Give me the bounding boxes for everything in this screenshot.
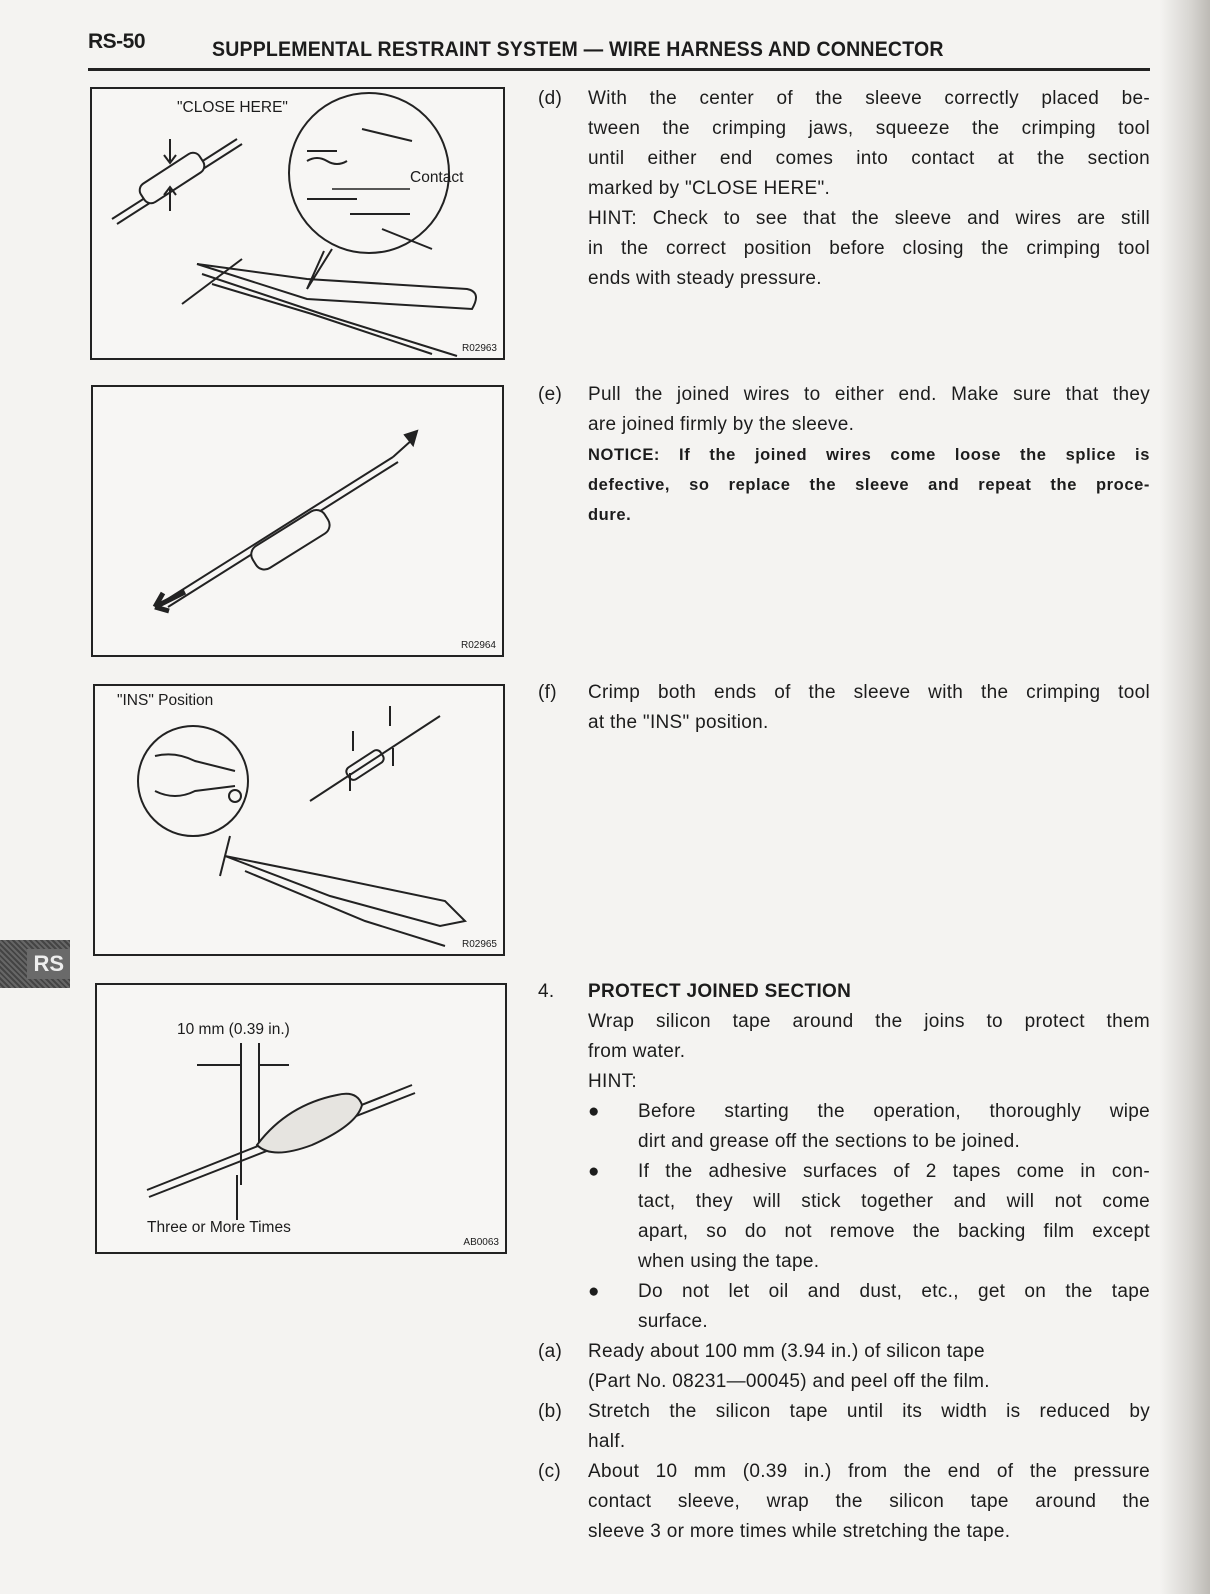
step-marker	[538, 174, 588, 204]
text-line	[538, 440, 1150, 470]
notice-text: dure.	[588, 506, 632, 524]
body-text: tact, they will stick together and will not come	[638, 1191, 1150, 1212]
text-line	[538, 1487, 1150, 1517]
bullet-icon	[588, 1247, 638, 1277]
text-line	[538, 1457, 1150, 1487]
text-line	[538, 1187, 1150, 1217]
body-text: With the center of the sleeve correctly placed be-	[588, 88, 1150, 109]
step-marker: (e)	[538, 384, 563, 405]
figure-code: R02965	[461, 939, 497, 950]
text-line	[538, 1427, 1150, 1457]
text-line	[538, 1157, 1150, 1187]
text-line	[538, 84, 1150, 114]
body-text: surface.	[638, 1311, 708, 1332]
step-e-text	[538, 380, 1150, 530]
text-line	[538, 1127, 1150, 1157]
step-marker	[538, 264, 588, 294]
step-marker	[538, 1367, 588, 1397]
text-line	[538, 1247, 1150, 1277]
step-d-text	[538, 84, 1150, 294]
text-line	[538, 1397, 1150, 1427]
step-marker	[538, 1187, 588, 1217]
body-text: apart, so do not remove the backing film except	[638, 1221, 1150, 1242]
body-text: ends with steady pressure.	[588, 268, 822, 289]
step-marker	[538, 440, 588, 470]
step-marker	[538, 708, 588, 738]
body-text: contact sleeve, wrap the silicon tape around the	[588, 1491, 1150, 1512]
text-line	[538, 1307, 1150, 1337]
text-line	[538, 1217, 1150, 1247]
text-line	[538, 1067, 1150, 1097]
step-marker	[538, 114, 588, 144]
body-text: in the correct position before closing the crimping tool	[588, 238, 1150, 259]
step-marker	[538, 1307, 588, 1337]
text-line	[538, 1007, 1150, 1037]
step-marker: (f)	[538, 682, 557, 703]
body-text: Crimp both ends of the sleeve with the crimping tool	[588, 682, 1150, 703]
text-line	[538, 380, 1150, 410]
step-marker	[538, 410, 588, 440]
step-marker: (b)	[538, 1401, 563, 1422]
text-line	[538, 1097, 1150, 1127]
text-line	[538, 174, 1150, 204]
figure-crimp-close-here	[90, 87, 505, 360]
notice-text: defective, so replace the sleeve and repeat the proce-	[588, 476, 1150, 494]
body-text: Before starting the operation, thoroughly wipe	[638, 1101, 1150, 1122]
section-tab-label: RS	[27, 949, 70, 979]
page-edge-shadow	[1160, 0, 1210, 1594]
section-heading: PROTECT JOINED SECTION	[588, 981, 852, 1002]
step-marker	[538, 144, 588, 174]
body-text: Pull the joined wires to either end. Make sure that they	[588, 384, 1150, 405]
body-text: Ready about 100 mm (3.94 in.) of silicon tape	[588, 1341, 985, 1362]
body-text: Wrap silicon tape around the joins to protect them	[588, 1011, 1150, 1032]
step-marker	[538, 1007, 588, 1037]
body-text: when using the tape.	[638, 1251, 820, 1272]
bullet-icon: ●	[588, 1281, 600, 1302]
crimping-tool-illustration	[92, 89, 503, 358]
step-marker	[538, 1427, 588, 1457]
figure-label-close-here: "CLOSE HERE"	[177, 99, 288, 116]
step-marker	[538, 1487, 588, 1517]
page-number: RS-50	[88, 30, 146, 53]
text-line	[538, 410, 1150, 440]
bullet-icon	[588, 1217, 638, 1247]
step-marker: 4.	[538, 981, 555, 1002]
page-title: SUPPLEMENTAL RESTRAINT SYSTEM — WIRE HARNESS AND CONNECTOR	[212, 38, 944, 61]
step-marker	[538, 1067, 588, 1097]
body-text: until either end comes into contact at the section	[588, 148, 1150, 169]
text-line	[538, 1337, 1150, 1367]
text-line	[538, 1517, 1150, 1547]
step-4-protect-joined-section	[538, 977, 1150, 1547]
step-marker	[538, 470, 588, 500]
figure-label-ins-position: "INS" Position	[117, 692, 214, 709]
step-marker: (d)	[538, 88, 563, 109]
tape-wrap-illustration	[97, 985, 505, 1252]
figure-label-three-or-more-times: Three or More Times	[147, 1219, 291, 1236]
figure-label-contact: Contact	[410, 169, 464, 186]
body-text: Stretch the silicon tape until its width is reduced by	[588, 1401, 1150, 1422]
step-f-text	[538, 678, 1150, 738]
step-marker	[538, 234, 588, 264]
step-marker: (a)	[538, 1341, 563, 1362]
figure-label-10mm: 10 mm (0.39 in.)	[177, 1021, 290, 1038]
text-line	[538, 1367, 1150, 1397]
body-text: are joined firmly by the sleeve.	[588, 414, 855, 435]
text-line	[538, 234, 1150, 264]
joined-wires-illustration	[93, 387, 502, 655]
figure-ins-position	[93, 684, 505, 956]
step-marker	[538, 1097, 588, 1127]
step-marker: (c)	[538, 1461, 562, 1482]
body-text: (Part No. 08231—00045) and peel off the film.	[588, 1371, 990, 1392]
header-rule	[88, 68, 1150, 71]
bullet-icon: ●	[588, 1101, 600, 1122]
body-text: HINT: Check to see that the sleeve and wires are still	[588, 208, 1150, 229]
figure-pull-wires	[91, 385, 504, 657]
section-tab-rs	[0, 940, 70, 988]
bullet-icon	[588, 1307, 638, 1337]
body-text: About 10 mm (0.39 in.) from the end of the pressure	[588, 1461, 1150, 1482]
body-text: marked by "CLOSE HERE".	[588, 178, 831, 199]
notice-text: NOTICE: If the joined wires come loose the splice is	[588, 446, 1150, 464]
text-line	[538, 204, 1150, 234]
step-marker	[538, 500, 588, 530]
bullet-icon: ●	[588, 1161, 600, 1182]
body-text: Do not let oil and dust, etc., get on the tape	[638, 1281, 1150, 1302]
figure-code: R02963	[461, 343, 497, 354]
text-line	[538, 977, 1150, 1007]
bullet-icon	[588, 1127, 638, 1157]
body-text: tween the crimping jaws, squeeze the crimping tool	[588, 118, 1150, 139]
text-line	[538, 264, 1150, 294]
body-text: sleeve 3 or more times while stretching the tape.	[588, 1521, 1011, 1542]
body-text: at the "INS" position.	[588, 712, 769, 733]
text-line	[538, 1037, 1150, 1067]
body-text: half.	[588, 1431, 626, 1452]
step-marker	[538, 1247, 588, 1277]
step-marker	[538, 1157, 588, 1187]
step-marker	[538, 1217, 588, 1247]
body-text: If the adhesive surfaces of 2 tapes come in con-	[638, 1161, 1150, 1182]
body-text: dirt and grease off the sections to be joined.	[638, 1131, 1021, 1152]
ins-crimping-illustration	[95, 686, 503, 954]
step-marker	[538, 1517, 588, 1547]
step-marker	[538, 1037, 588, 1067]
bullet-icon	[588, 1187, 638, 1217]
step-marker	[538, 1127, 588, 1157]
text-line	[538, 144, 1150, 174]
text-line	[538, 470, 1150, 500]
text-line	[538, 708, 1150, 738]
figure-tape-wrap	[95, 983, 507, 1254]
figure-code: R02964	[460, 640, 496, 651]
text-line	[538, 114, 1150, 144]
body-text: from water.	[588, 1041, 686, 1062]
figure-code: AB0063	[463, 1237, 499, 1248]
body-text: HINT:	[588, 1071, 637, 1092]
text-line	[538, 678, 1150, 708]
step-marker	[538, 204, 588, 234]
text-line	[538, 1277, 1150, 1307]
step-marker	[538, 1277, 588, 1307]
text-line	[538, 500, 1150, 530]
